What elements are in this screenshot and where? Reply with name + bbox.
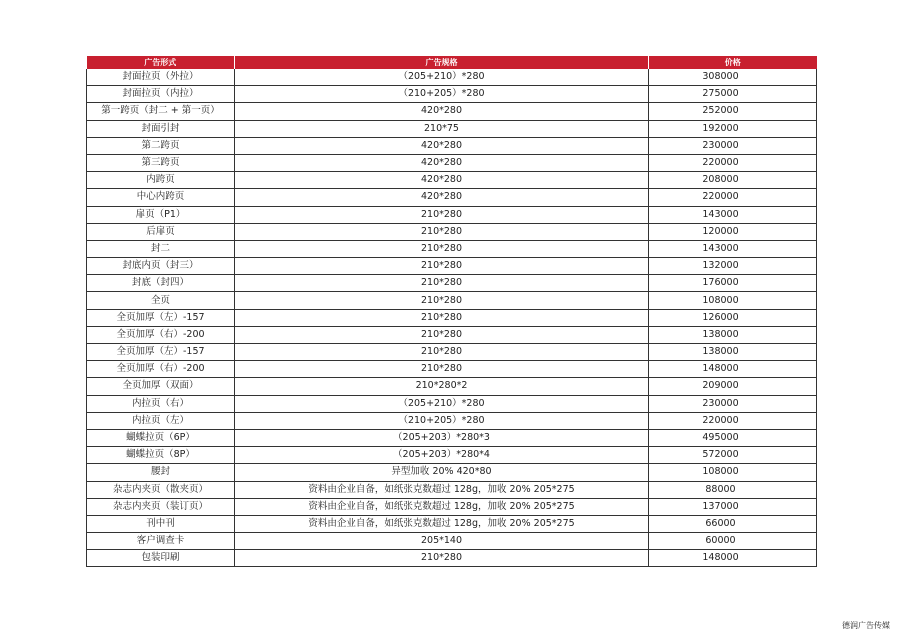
cell-ad-format: 封底（封四） — [87, 275, 235, 292]
cell-ad-spec: （205+210）*280 — [235, 69, 649, 86]
table-header — [87, 56, 817, 69]
cell-ad-spec: （205+210）*280 — [235, 395, 649, 412]
table-row — [87, 137, 817, 154]
rate-card — [86, 56, 816, 567]
cell-price: 143000 — [649, 206, 817, 223]
header-ad-format: 广告形式 — [87, 56, 235, 69]
cell-ad-format: 杂志内夹页（装订页） — [87, 498, 235, 515]
cell-price: 138000 — [649, 344, 817, 361]
cell-ad-format: 全页加厚（右）-200 — [87, 326, 235, 343]
cell-ad-spec: 210*280 — [235, 223, 649, 240]
table-row — [87, 447, 817, 464]
cell-price: 220000 — [649, 189, 817, 206]
cell-price: 60000 — [649, 533, 817, 550]
cell-price: 88000 — [649, 481, 817, 498]
table-row — [87, 550, 817, 567]
cell-price: 126000 — [649, 309, 817, 326]
cell-ad-format: 全页加厚（左）-157 — [87, 309, 235, 326]
table-row — [87, 120, 817, 137]
cell-price: 138000 — [649, 326, 817, 343]
table-row — [87, 154, 817, 171]
table-row — [87, 309, 817, 326]
footer-brand: 德润广告传媒 — [842, 621, 890, 630]
cell-ad-spec: 210*280*2 — [235, 378, 649, 395]
cell-ad-format: 腰封 — [87, 464, 235, 481]
cell-ad-spec: 资料由企业自备，如纸张克数超过 128g，加收 20% 205*275 — [235, 481, 649, 498]
cell-price: 252000 — [649, 103, 817, 120]
cell-ad-format: 封底内页（封三） — [87, 258, 235, 275]
cell-ad-format: 第一跨页（封二 + 第一页） — [87, 103, 235, 120]
table-row — [87, 515, 817, 532]
cell-ad-format: 全页加厚（双面） — [87, 378, 235, 395]
table-row — [87, 172, 817, 189]
table-row — [87, 292, 817, 309]
cell-ad-format: 封面引封 — [87, 120, 235, 137]
cell-price: 148000 — [649, 361, 817, 378]
header-price: 价格 — [649, 56, 817, 69]
cell-ad-spec: （205+203）*280*3 — [235, 429, 649, 446]
cell-price: 308000 — [649, 69, 817, 86]
cell-price: 143000 — [649, 240, 817, 257]
cell-ad-spec: （210+205）*280 — [235, 412, 649, 429]
table-row — [87, 533, 817, 550]
table-row — [87, 498, 817, 515]
table-row — [87, 258, 817, 275]
cell-ad-format: 第二跨页 — [87, 137, 235, 154]
table-row — [87, 240, 817, 257]
table-row — [87, 275, 817, 292]
cell-ad-spec: 210*280 — [235, 309, 649, 326]
cell-ad-format: 蝴蝶拉页（6P） — [87, 429, 235, 446]
cell-ad-spec: 210*280 — [235, 344, 649, 361]
table-row — [87, 206, 817, 223]
cell-ad-format: 扉页（P1） — [87, 206, 235, 223]
table-row — [87, 395, 817, 412]
table-row — [87, 481, 817, 498]
table-row — [87, 378, 817, 395]
cell-ad-format: 全页加厚（右）-200 — [87, 361, 235, 378]
table-row — [87, 429, 817, 446]
cell-ad-spec: 210*280 — [235, 292, 649, 309]
cell-ad-spec: （210+205）*280 — [235, 86, 649, 103]
cell-ad-format: 内跨页 — [87, 172, 235, 189]
cell-ad-format: 内拉页（右） — [87, 395, 235, 412]
table-row — [87, 69, 817, 86]
table-row — [87, 103, 817, 120]
cell-ad-spec: 210*75 — [235, 120, 649, 137]
cell-price: 230000 — [649, 137, 817, 154]
cell-ad-format: 内拉页（左） — [87, 412, 235, 429]
cell-ad-format: 第三跨页 — [87, 154, 235, 171]
cell-price: 192000 — [649, 120, 817, 137]
cell-ad-spec: 210*280 — [235, 275, 649, 292]
cell-ad-format: 客户调查卡 — [87, 533, 235, 550]
cell-ad-spec: 205*140 — [235, 533, 649, 550]
cell-ad-spec: 420*280 — [235, 137, 649, 154]
cell-price: 495000 — [649, 429, 817, 446]
cell-ad-format: 全页加厚（左）-157 — [87, 344, 235, 361]
cell-price: 220000 — [649, 154, 817, 171]
cell-ad-spec: 210*280 — [235, 361, 649, 378]
cell-ad-spec: 210*280 — [235, 206, 649, 223]
cell-ad-format: 中心内跨页 — [87, 189, 235, 206]
cell-price: 209000 — [649, 378, 817, 395]
table-row — [87, 326, 817, 343]
cell-price: 137000 — [649, 498, 817, 515]
cell-ad-spec: （205+203）*280*4 — [235, 447, 649, 464]
cell-price: 132000 — [649, 258, 817, 275]
cell-price: 208000 — [649, 172, 817, 189]
cell-price: 176000 — [649, 275, 817, 292]
cell-ad-format: 刊中刊 — [87, 515, 235, 532]
table-row — [87, 361, 817, 378]
cell-ad-format: 蝴蝶拉页（8P） — [87, 447, 235, 464]
cell-price: 275000 — [649, 86, 817, 103]
cell-ad-spec: 420*280 — [235, 154, 649, 171]
cell-price: 230000 — [649, 395, 817, 412]
table-row — [87, 189, 817, 206]
table-row — [87, 412, 817, 429]
table-row — [87, 344, 817, 361]
cell-price: 108000 — [649, 292, 817, 309]
cell-ad-format: 杂志内夹页（散夹页） — [87, 481, 235, 498]
cell-ad-spec: 210*280 — [235, 326, 649, 343]
cell-ad-spec: 资料由企业自备，如纸张克数超过 128g，加收 20% 205*275 — [235, 515, 649, 532]
header-ad-spec: 广告规格 — [235, 56, 649, 69]
cell-price: 66000 — [649, 515, 817, 532]
cell-price: 220000 — [649, 412, 817, 429]
cell-ad-spec: 420*280 — [235, 172, 649, 189]
cell-ad-spec: 420*280 — [235, 189, 649, 206]
cell-price: 120000 — [649, 223, 817, 240]
cell-ad-spec: 异型加收 20% 420*80 — [235, 464, 649, 481]
cell-ad-format: 全页 — [87, 292, 235, 309]
cell-price: 572000 — [649, 447, 817, 464]
cell-ad-spec: 210*280 — [235, 240, 649, 257]
cell-ad-spec: 210*280 — [235, 550, 649, 567]
cell-price: 148000 — [649, 550, 817, 567]
cell-ad-format: 后扉页 — [87, 223, 235, 240]
cell-ad-format: 封二 — [87, 240, 235, 257]
table-row — [87, 223, 817, 240]
cell-ad-spec: 资料由企业自备，如纸张克数超过 128g，加收 20% 205*275 — [235, 498, 649, 515]
cell-price: 108000 — [649, 464, 817, 481]
cell-ad-format: 封面拉页（内拉） — [87, 86, 235, 103]
cell-ad-format: 包装印刷 — [87, 550, 235, 567]
cell-ad-spec: 210*280 — [235, 258, 649, 275]
table-row — [87, 464, 817, 481]
table-body — [87, 69, 817, 567]
header-row — [87, 56, 817, 69]
cell-ad-spec: 420*280 — [235, 103, 649, 120]
ad-rate-table — [86, 56, 817, 567]
cell-ad-format: 封面拉页（外拉） — [87, 69, 235, 86]
table-row — [87, 86, 817, 103]
